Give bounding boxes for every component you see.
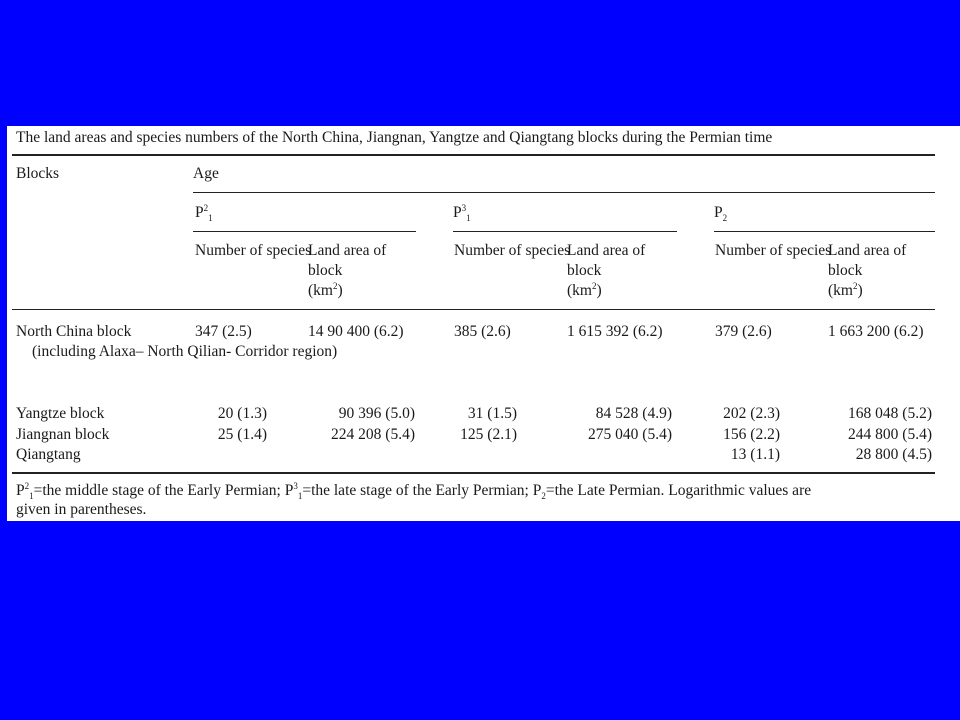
- age-header: Age: [193, 165, 219, 182]
- stage-header-p2: $P_2$: [714, 204, 728, 224]
- table-caption: The land areas and species numbers of the North China, Jiangnan, Yangtze and Qiangtang blocks during the Permian time: [16, 129, 773, 146]
- top-rule: [12, 154, 935, 156]
- cell: 275 040 (5.4): [588, 426, 672, 443]
- row-block-yangtze: Yangtze block: [16, 405, 105, 422]
- cell: 202 (2.3): [723, 405, 780, 422]
- cell: 385 (2.6): [454, 323, 511, 340]
- stage-rule-3: [714, 231, 935, 232]
- cell: 168 048 (5.2): [848, 405, 932, 422]
- age-rule: [193, 192, 935, 193]
- footnote-line-1: $P^2_1=the$ middle stage of the Early Permian; $P^3_1=the$ late stage of the Early Permian; $P_2=the$ Late Permian. Logarithmic values are: [16, 480, 812, 502]
- footnote-line-2: given in parentheses.: [16, 501, 147, 518]
- cell: 224 208 (5.4): [331, 426, 415, 443]
- cell: 28 800 (4.5): [855, 446, 932, 463]
- cell: 31 (1.5): [467, 405, 517, 422]
- area-header-3: Land area of block $(km^2)$: [828, 242, 907, 299]
- stage-rule-1: [193, 231, 416, 232]
- area-header-2: Land area of block $(km^2)$: [567, 242, 646, 299]
- row-block-north-china: North China block: [16, 323, 132, 340]
- cell: 13 (1.1): [730, 446, 780, 463]
- species-header-2: Number of species: [454, 242, 571, 259]
- cell: 125 (2.1): [460, 426, 517, 443]
- bottom-rule: [12, 472, 935, 474]
- cell: 1 663 200 (6.2): [828, 323, 924, 340]
- stage-header-p1-3: $P^3_1$: [453, 202, 471, 224]
- cell: 20 (1.3): [217, 405, 267, 422]
- cell: 156 (2.2): [723, 426, 780, 443]
- stage-header-p1-2: $P^2_1$: [195, 202, 213, 224]
- cell: 244 800 (5.4): [848, 426, 932, 443]
- header-bottom-rule: [12, 309, 935, 310]
- stage-rule-2: [453, 231, 677, 232]
- row-block-jiangnan: Jiangnan block: [16, 426, 110, 443]
- row-block-note-north-china: (including Alaxa– North Qilian- Corridor region): [32, 343, 338, 360]
- cell: 25 (1.4): [217, 426, 267, 443]
- species-header-1: Number of species: [195, 242, 312, 259]
- cell: 1 615 392 (6.2): [567, 323, 663, 340]
- table-scan: [7, 126, 960, 521]
- cell: 379 (2.6): [715, 323, 772, 340]
- species-header-3: Number of species: [715, 242, 832, 259]
- cell: 347 (2.5): [195, 323, 252, 340]
- cell: 90 396 (5.0): [338, 405, 415, 422]
- cell: 84 528 (4.9): [595, 405, 672, 422]
- blocks-header: Blocks: [16, 165, 60, 182]
- row-block-qiangtang: Qiangtang: [16, 446, 81, 463]
- area-header-1: Land area of block $(km^2)$: [308, 242, 387, 299]
- cell: 14 90 400 (6.2): [308, 323, 404, 340]
